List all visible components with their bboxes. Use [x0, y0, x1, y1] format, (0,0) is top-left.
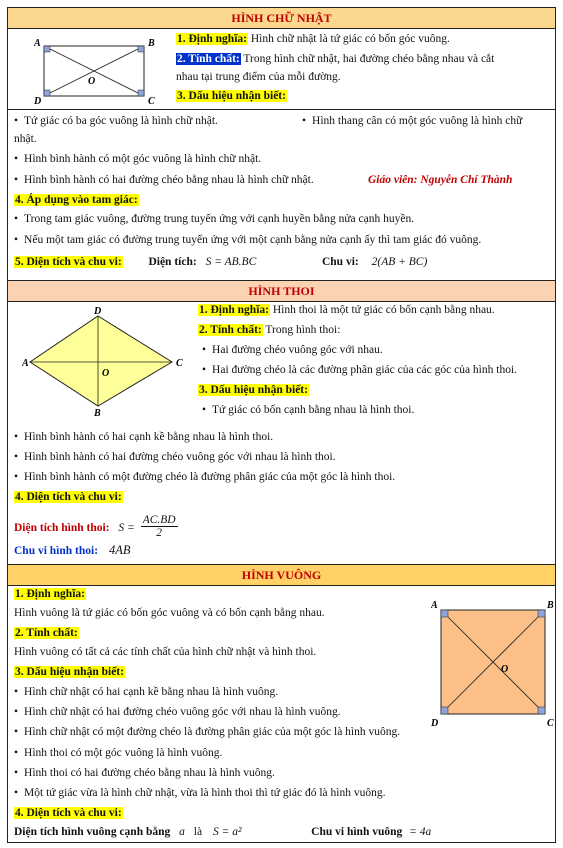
- rect-sign-heading: [176, 90, 287, 102]
- rect-area-row: [14, 256, 427, 268]
- square-label-a: A: [431, 600, 438, 611]
- rect-label-o: O: [88, 76, 96, 87]
- rect-sign-2: • Hình bình hành có một góc vuông là hình chữ nhật.: [14, 153, 261, 165]
- rhombus-label-d: D: [94, 306, 102, 317]
- rhombus-area-label: 4. Diện tích và chu vi:: [15, 491, 122, 503]
- rhombus-perim-text: Chu vi hình thoi:: [14, 545, 99, 557]
- rhombus-perim-row: [14, 543, 130, 558]
- square-sign-5: • Hình thoi có hai đường chéo bằng nhau là hình vuông.: [14, 767, 275, 779]
- square-sign-heading: [14, 666, 125, 678]
- rhombus-def-label: 1. Định nghĩa:: [199, 304, 269, 316]
- square-def-label: 1. Định nghĩa:: [15, 588, 85, 600]
- rect-label-b: B: [148, 38, 155, 49]
- square-sign-3: • Hình chữ nhật có một đường chéo là đường phân giác của một góc là hình vuông.: [14, 726, 400, 738]
- rect-area-text: Diện tích:: [148, 256, 197, 268]
- rhombus-area-fraction: [141, 514, 178, 539]
- rhombus-sign-4: • Hình bình hành có một đường chéo là đường phân giác của một góc là hình thoi.: [14, 471, 395, 483]
- rect-figure: [26, 36, 156, 106]
- square-perim-text: Chu vi hình vuông: [311, 826, 403, 838]
- rhombus-perim-formula: 4AB: [108, 543, 131, 557]
- rect-apply-2: • Nếu một tam giác có đường trung tuyến ứng với một cạnh bằng nửa cạnh ấy thì tam giác đó vuông.: [14, 234, 481, 246]
- square-figure: [431, 600, 555, 730]
- rect-apply-label: 4. Áp dụng vào tam giác:: [15, 194, 138, 206]
- rhombus-sign-2: • Hình bình hành có hai cạnh kề bằng nhau là hình thoi.: [14, 431, 273, 443]
- rect-sign-label: 3. Dấu hiệu nhận biết:: [177, 90, 286, 102]
- rhombus-prop-text: Trong hình thoi:: [265, 324, 341, 336]
- rhombus-prop-1: • Hai đường chéo vuông góc với nhau.: [202, 344, 383, 356]
- rhombus-area-text: Diện tích hình thoi:: [14, 522, 110, 535]
- square-sign-1: • Hình chữ nhật có hai cạnh kề bằng nhau là hình vuông.: [14, 686, 278, 698]
- square-right-angle-b: [538, 610, 545, 617]
- square-sign-label: 3. Dấu hiệu nhận biết:: [15, 666, 124, 678]
- rect-sign-1a: • Tứ giác có ba góc vuông là hình chữ nhật.: [14, 115, 218, 127]
- rhombus-area-den: 2: [156, 527, 163, 539]
- rect-area-label: 5. Diện tích và chu vi:: [15, 256, 122, 268]
- rect-sign-1b: • Hình thang cân có một góc vuông là hình chữ: [302, 115, 522, 127]
- rhombus-label-b: B: [94, 408, 101, 416]
- rect-label-c: C: [148, 96, 155, 106]
- rect-definition: [176, 33, 450, 45]
- rhombus-def-text: Hình thoi là một tứ giác có bốn cạnh bằng nhau.: [272, 304, 495, 316]
- square-title: HÌNH VUÔNG: [8, 564, 555, 586]
- rect-area-formula: S = AB.BC: [205, 256, 257, 268]
- rect-perim-text: Chu vi:: [321, 256, 359, 268]
- rhombus-prop-2: • Hai đường chéo là các đường phân giác của các góc của hình thoi.: [202, 364, 517, 376]
- rhombus-prop-label: 2. Tính chất:: [199, 324, 262, 336]
- rect-divider: [8, 109, 555, 110]
- square-area-text: Diện tích hình vuông cạnh bằng: [14, 826, 171, 838]
- square-prop-heading: [14, 627, 79, 639]
- rhombus-sign-3: • Hình bình hành có hai đường chéo vuông góc với nhau là hình thoi.: [14, 451, 336, 463]
- square-prop-text: Hình vuông có tất cả các tính chất của hình chữ nhật và hình thoi.: [14, 646, 317, 658]
- square-area-heading: [14, 807, 123, 819]
- square-area-row: [14, 826, 431, 838]
- square-perim-formula: = 4a: [409, 826, 432, 838]
- rhombus-area-s: S =: [118, 522, 135, 535]
- square-label-b: B: [547, 600, 554, 611]
- rect-perim-formula: 2(AB + BC): [371, 256, 428, 268]
- rhombus-definition: [198, 304, 495, 316]
- rect-def-text: Hình chữ nhật là tứ giác có bốn góc vuông.: [250, 33, 450, 45]
- rect-label-d: D: [34, 96, 42, 106]
- square-right-angle-d: [441, 707, 448, 714]
- rect-right-angle-b: [138, 46, 144, 52]
- rhombus-title: HÌNH THOI: [8, 280, 555, 302]
- rect-label-a: A: [34, 38, 41, 49]
- square-def-text: Hình vuông là tứ giác có bốn góc vuông và có bốn cạnh bằng nhau.: [14, 607, 325, 619]
- square-label-o: O: [501, 664, 509, 675]
- rect-right-angle-d: [44, 90, 50, 96]
- square-sign-4: • Hình thoi có một góc vuông là hình vuông.: [14, 747, 222, 759]
- rhombus-area-num: AC.BD: [142, 514, 176, 526]
- square-area-la: là: [193, 826, 203, 838]
- square-area-a: a: [179, 826, 185, 838]
- rect-property: [176, 53, 494, 65]
- rect-apply-heading: [14, 194, 139, 206]
- page-frame: [7, 7, 556, 843]
- rhombus-label-o: O: [102, 368, 110, 379]
- rect-sign-1c: nhật.: [14, 133, 37, 145]
- rhombus-shape: [30, 316, 172, 406]
- rhombus-sign-heading: [198, 384, 309, 396]
- rect-sign-3: • Hình bình hành có hai đường chéo bằng nhau là hình chữ nhật.: [14, 174, 314, 186]
- rect-right-angle-c: [138, 90, 144, 96]
- rect-def-label: 1. Định nghĩa:: [177, 33, 247, 45]
- rhombus-sign-1: • Tứ giác có bốn cạnh bằng nhau là hình thoi.: [202, 404, 414, 416]
- rect-prop-text-2: nhau tại trung điểm của mỗi đường.: [176, 71, 341, 83]
- rhombus-area-row: [14, 516, 178, 541]
- rect-right-angle-a: [44, 46, 50, 52]
- rhombus-label-c: C: [176, 358, 183, 369]
- rhombus-property: [198, 324, 340, 336]
- square-label-c: C: [547, 718, 554, 729]
- square-sign-6: • Một tứ giác vừa là hình chữ nhật, vừa là hình thoi thì tứ giác đó là hình vuông.: [14, 787, 385, 799]
- square-area-formula: S = a²: [212, 826, 242, 838]
- square-right-angle-c: [538, 707, 545, 714]
- rhombus-label-a: A: [22, 358, 29, 369]
- square-right-angle-a: [441, 610, 448, 617]
- square-label-d: D: [431, 718, 439, 729]
- square-def-heading: [14, 588, 86, 600]
- rect-title: HÌNH CHỮ NHẬT: [8, 8, 555, 29]
- teacher-credit: Giáo viên: Nguyễn Chí Thành: [368, 174, 513, 186]
- rhombus-sign-label: 3. Dấu hiệu nhận biết:: [199, 384, 308, 396]
- rect-apply-1: • Trong tam giác vuông, đường trung tuyến ứng với cạnh huyền bằng nửa cạnh huyền.: [14, 213, 414, 225]
- rhombus-figure: [22, 306, 197, 416]
- rhombus-area-heading: [14, 491, 123, 503]
- square-prop-label: 2. Tính chất:: [15, 627, 78, 639]
- rect-prop-label: 2. Tính chất:: [177, 53, 240, 65]
- square-sign-2: • Hình chữ nhật có hai đường chéo vuông góc với nhau là hình vuông.: [14, 706, 341, 718]
- square-area-label: 4. Diện tích và chu vi:: [15, 807, 122, 819]
- rect-prop-text-1: Trong hình chữ nhật, hai đường chéo bằng nhau và cắt: [243, 53, 495, 65]
